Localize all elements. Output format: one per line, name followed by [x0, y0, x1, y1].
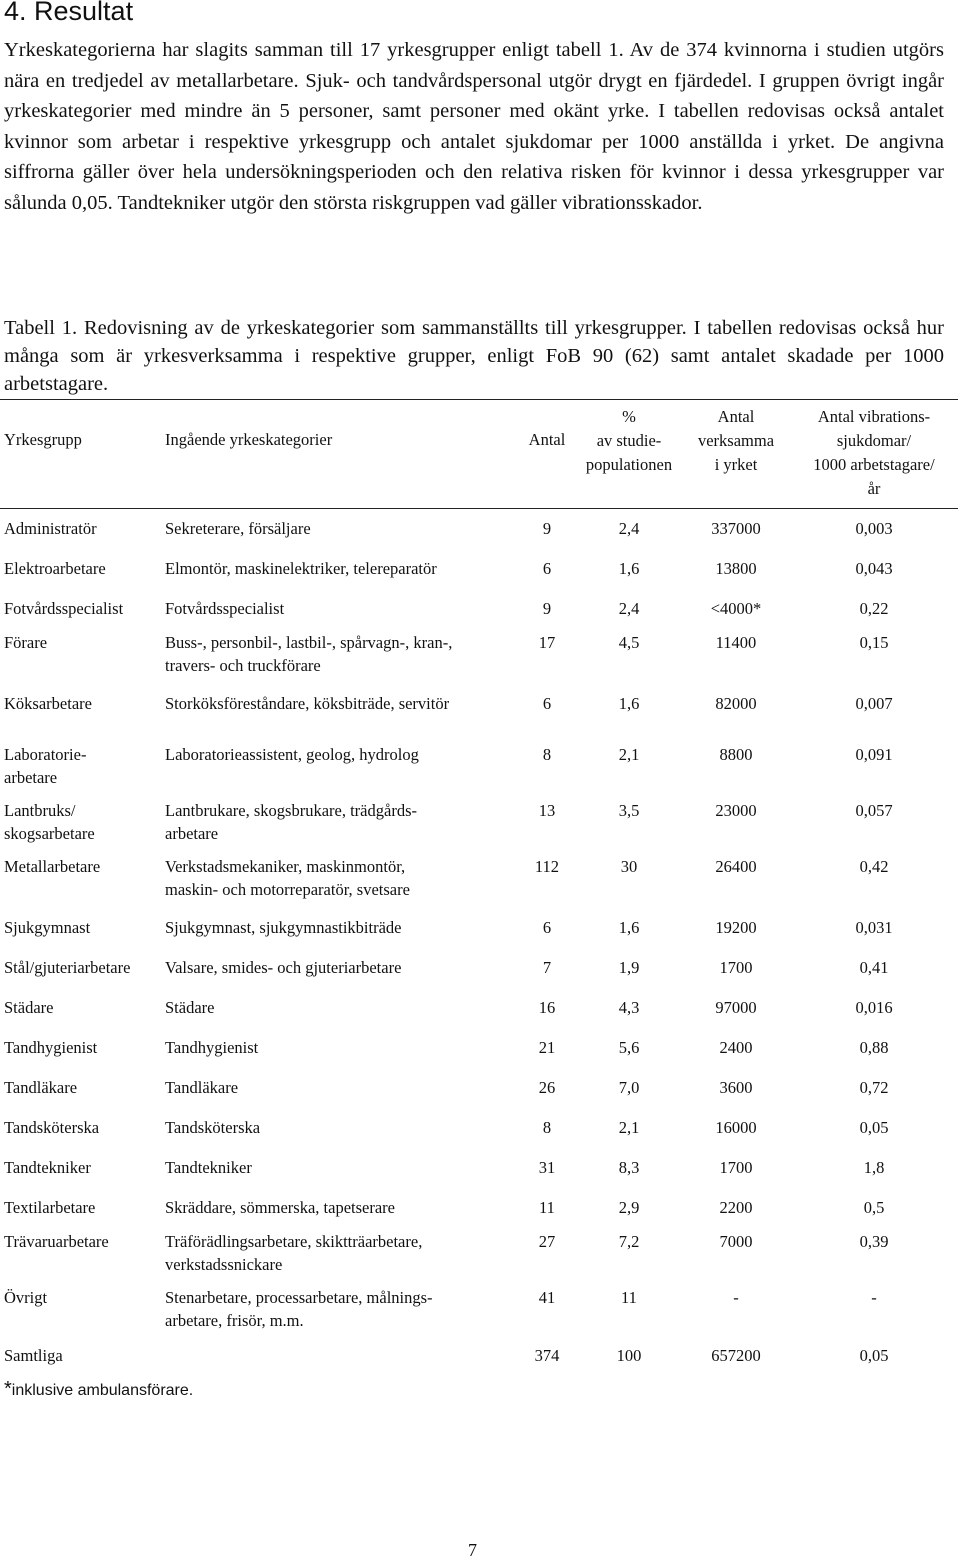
- cell-count: 21: [538, 1038, 556, 1057]
- table-top-rule: [0, 399, 958, 400]
- cell-group: Tandsköterska: [4, 1118, 100, 1137]
- cell-categories: Städare: [165, 998, 215, 1017]
- header-antal-vibrationssjukdomar: Antal vibrations- sjukdomar/ 1000 arbetstagare/ år: [813, 407, 935, 498]
- cell-percent: 1,6: [618, 918, 640, 937]
- cell-rate: 0,057: [855, 801, 893, 820]
- cell-group: Administratör: [4, 519, 97, 538]
- cell-count: 7: [542, 958, 552, 977]
- cell-percent: 4,5: [618, 633, 640, 652]
- cell-group: Samtliga: [4, 1346, 63, 1365]
- header-procent: % av studie- populationen: [585, 407, 673, 474]
- cell-count: 9: [542, 599, 552, 618]
- cell-percent: 7,2: [618, 1232, 640, 1251]
- cell-rate: 0,016: [855, 998, 893, 1017]
- cell-percent: 2,4: [618, 519, 640, 538]
- cell-percent: 100: [616, 1346, 642, 1365]
- table-caption: Tabell 1. Redovisning av de yrkeskategorier som sammanställts till yrkesgrupper. I tabellen redovisas också hur många som är yrkesverksamma i respektive grupper, enligt FoB 90 (62) samt antalet skadade per 1000 arbetstagare.: [4, 317, 944, 395]
- cell-count: 8: [542, 745, 552, 764]
- cell-employed: 13800: [715, 559, 757, 578]
- page-number: 7: [468, 1540, 477, 1560]
- cell-group: Tandhygienist: [4, 1038, 98, 1057]
- cell-rate: 0,15: [859, 633, 889, 652]
- cell-employed: 23000: [715, 801, 757, 820]
- cell-percent: 1,9: [618, 958, 640, 977]
- cell-categories: Skräddare, sömmerska, tapetserare: [165, 1198, 395, 1217]
- cell-rate: 0,41: [859, 958, 889, 977]
- cell-employed: 11400: [715, 633, 757, 652]
- cell-group: Städare: [4, 998, 54, 1017]
- cell-categories: Träförädlingsarbetare, skiktträarbetare, verkstadssnickare: [165, 1232, 423, 1274]
- cell-percent: 4,3: [618, 998, 640, 1017]
- cell-count: 374: [534, 1346, 560, 1365]
- cell-categories: Lantbrukare, skogsbrukare, trädgårds- arbetare: [165, 801, 417, 843]
- footnote-text: inklusive ambulansförare.: [11, 1382, 194, 1399]
- cell-employed: 26400: [715, 857, 757, 876]
- cell-categories: Sjukgymnast, sjukgymnastikbiträde: [165, 918, 402, 937]
- cell-rate: 0,043: [855, 559, 893, 578]
- cell-percent: 11: [621, 1288, 637, 1307]
- cell-group: Elektroarbetare: [4, 559, 106, 578]
- cell-employed: 2200: [719, 1198, 753, 1217]
- cell-count: 11: [539, 1198, 555, 1217]
- cell-group: Metallarbetare: [4, 857, 101, 876]
- cell-count: 41: [538, 1288, 556, 1307]
- footnote: [4, 1378, 193, 1401]
- cell-rate: 0,003: [855, 519, 893, 538]
- cell-count: 17: [538, 633, 556, 652]
- header-antal-verksamma: Antal verksamma i yrket: [697, 407, 775, 474]
- cell-categories: Elmontör, maskinelektriker, telereparatör: [165, 559, 437, 578]
- cell-employed: 19200: [715, 918, 757, 937]
- cell-percent: 1,6: [618, 694, 640, 713]
- cell-percent: 2,1: [618, 745, 640, 764]
- cell-categories: Tandsköterska: [165, 1118, 261, 1137]
- cell-employed: 7000: [719, 1232, 753, 1251]
- cell-categories: Valsare, smides- och gjuteriarbetare: [165, 958, 402, 977]
- cell-employed: 1700: [719, 958, 753, 977]
- cell-group: Textilarbetare: [4, 1198, 96, 1217]
- cell-rate: -: [871, 1288, 877, 1307]
- cell-group: Tandläkare: [4, 1078, 78, 1097]
- cell-rate: 1,8: [863, 1158, 885, 1177]
- cell-rate: 0,88: [859, 1038, 889, 1057]
- cell-percent: 30: [620, 857, 638, 876]
- cell-group: Sjukgymnast: [4, 918, 91, 937]
- cell-percent: 2,4: [618, 599, 640, 618]
- cell-count: 112: [534, 857, 560, 876]
- cell-count: 6: [542, 559, 552, 578]
- cell-employed: 337000: [711, 519, 761, 538]
- cell-percent: 2,9: [618, 1198, 640, 1217]
- cell-rate: 0,007: [855, 694, 893, 713]
- cell-count: 16: [538, 998, 556, 1017]
- cell-count: 9: [542, 519, 552, 538]
- cell-categories: Stenarbetare, processarbetare, målnings- arbetare, frisör, m.m.: [165, 1288, 433, 1330]
- cell-categories: Fotvårdsspecialist: [165, 599, 285, 618]
- cell-count: 27: [538, 1232, 556, 1251]
- cell-percent: 1,6: [618, 559, 640, 578]
- cell-percent: 3,5: [618, 801, 640, 820]
- cell-count: 31: [538, 1158, 556, 1177]
- cell-group: Trävaruarbetare: [4, 1232, 109, 1251]
- cell-categories: Laboratorieassistent, geolog, hydrolog: [165, 745, 419, 764]
- header-yrkesgrupp: Yrkesgrupp: [4, 430, 82, 449]
- cell-rate: 0,39: [859, 1232, 889, 1251]
- intro-paragraph: Yrkeskategorierna har slagits samman till 17 yrkesgrupper enligt tabell 1. Av de 374 kvinnorna i studien utgörs nära en tredjedel av metallarbetare. Sjuk- och tandvårdspersonal utgör drygt en fjärdedel. I gruppen övrigt ingår yrkeskategorier med mindre än 5 personer, samt personer med okänt yrke. I tabellen redovisas också antalet kvinnor som arbetar i respektive yrkesgrupp och antalet sjukdomar per 1000 anställda i yrket. De angivna siffrorna gäller över hela undersökningsperioden och den relativa risken för kvinnor i dessa yrkesgrupper var sålunda 0,05. Tandtekniker utgör den största riskgruppen vad gäller vibrationsskador.: [4, 39, 944, 214]
- cell-count: 8: [542, 1118, 552, 1137]
- cell-employed: <4000*: [710, 599, 762, 618]
- cell-group: Förare: [4, 633, 48, 652]
- header-antal: Antal: [528, 430, 566, 449]
- cell-categories: Tandhygienist: [165, 1038, 259, 1057]
- cell-rate: 0,031: [855, 918, 893, 937]
- cell-count: 6: [542, 918, 552, 937]
- cell-rate: 0,72: [859, 1078, 889, 1097]
- header-ingaende-yrkeskategorier: Ingående yrkeskategorier: [165, 430, 333, 449]
- cell-percent: 5,6: [618, 1038, 640, 1057]
- cell-categories: Buss-, personbil-, lastbil-, spårvagn-, kran-, travers- och truckförare: [165, 633, 453, 675]
- cell-rate: 0,05: [859, 1346, 889, 1365]
- cell-rate: 0,05: [859, 1118, 889, 1137]
- cell-group: Köksarbetare: [4, 694, 92, 713]
- cell-percent: 2,1: [618, 1118, 640, 1137]
- cell-employed: 2400: [719, 1038, 753, 1057]
- cell-employed: -: [733, 1288, 739, 1307]
- cell-rate: 0,22: [859, 599, 889, 618]
- cell-count: 26: [538, 1078, 556, 1097]
- cell-percent: 7,0: [618, 1078, 640, 1097]
- table-header-rule: [0, 508, 958, 509]
- cell-group: Laboratorie- arbetare: [4, 745, 87, 787]
- section-heading: 4. Resultat: [4, 0, 134, 26]
- cell-percent: 8,3: [618, 1158, 640, 1177]
- cell-categories: Sekreterare, försäljare: [165, 519, 311, 538]
- cell-employed: 97000: [715, 998, 757, 1017]
- cell-categories: Storköksföreståndare, köksbiträde, servitör: [165, 694, 450, 713]
- cell-employed: 8800: [719, 745, 753, 764]
- cell-employed: 16000: [715, 1118, 757, 1137]
- cell-categories: Tandtekniker: [165, 1158, 252, 1177]
- cell-group: Övrigt: [4, 1288, 48, 1307]
- cell-employed: 82000: [715, 694, 757, 713]
- cell-employed: 1700: [719, 1158, 753, 1177]
- cell-group: Lantbruks/ skogsarbetare: [4, 801, 95, 843]
- cell-group: Stål/gjuteriarbetare: [4, 958, 131, 977]
- cell-employed: 3600: [719, 1078, 753, 1097]
- cell-employed: 657200: [711, 1346, 761, 1365]
- cell-count: 6: [542, 694, 552, 713]
- footnote-marker: *: [4, 1378, 12, 1400]
- cell-categories: Verkstadsmekaniker, maskinmontör, maskin- och motorreparatör, svetsare: [165, 857, 410, 899]
- cell-rate: 0,5: [863, 1198, 885, 1217]
- cell-categories: Tandläkare: [165, 1078, 239, 1097]
- cell-rate: 0,42: [859, 857, 889, 876]
- cell-group: Tandtekniker: [4, 1158, 91, 1177]
- cell-rate: 0,091: [855, 745, 893, 764]
- cell-count: 13: [538, 801, 556, 820]
- cell-group: Fotvårdsspecialist: [4, 599, 124, 618]
